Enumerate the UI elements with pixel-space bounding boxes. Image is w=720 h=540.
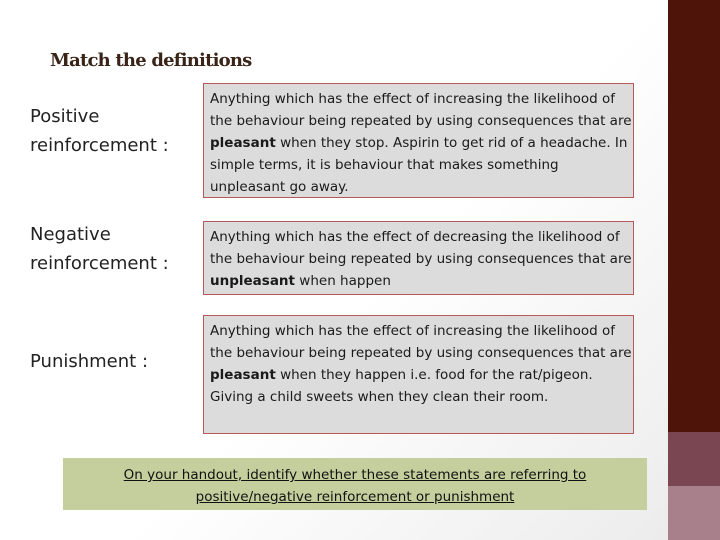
term-negative-reinforcement <box>30 220 169 278</box>
definition-text: Anything which has the effect of increasing the likelihood of the behaviour being repeated by using consequences that are <box>210 91 632 129</box>
term-line: Punishment : <box>30 351 149 372</box>
definition-text: when they stop. Aspirin to get rid of a headache. In simple terms, it is behaviour that makes something unpleasant go away. <box>210 135 628 195</box>
definition-text: when happen <box>295 273 391 289</box>
instruction-note <box>63 458 647 510</box>
instruction-line: positive/negative reinforcement or punishment <box>195 489 515 505</box>
sidebar-accent-mid <box>668 432 720 486</box>
term-punishment <box>30 347 148 376</box>
definition-keyword: pleasant <box>210 367 276 383</box>
definition-box-3 <box>203 315 634 434</box>
definition-text: when they happen i.e. food for the rat/pigeon. Giving a child sweets when they clean their room. <box>210 367 593 405</box>
definition-keyword: pleasant <box>210 135 276 151</box>
definition-box-1 <box>203 83 634 198</box>
term-line: Negative <box>30 224 111 245</box>
term-positive-reinforcement <box>30 102 169 160</box>
definition-text: Anything which has the effect of decreasing the likelihood of the behaviour being repeated by using consequences that are <box>210 229 632 267</box>
definition-keyword: unpleasant <box>210 273 295 289</box>
sidebar-accent-light <box>668 486 720 540</box>
definition-text: Anything which has the effect of increasing the likelihood of the behaviour being repeated by using consequences that are <box>210 323 632 361</box>
term-line: reinforcement : <box>30 135 169 156</box>
slide-title: Match the definitions <box>50 50 252 71</box>
term-line: reinforcement : <box>30 253 169 274</box>
definition-box-2 <box>203 221 634 295</box>
term-line: Positive <box>30 106 100 127</box>
instruction-line: On your handout, identify whether these statements are referring to <box>123 467 587 483</box>
